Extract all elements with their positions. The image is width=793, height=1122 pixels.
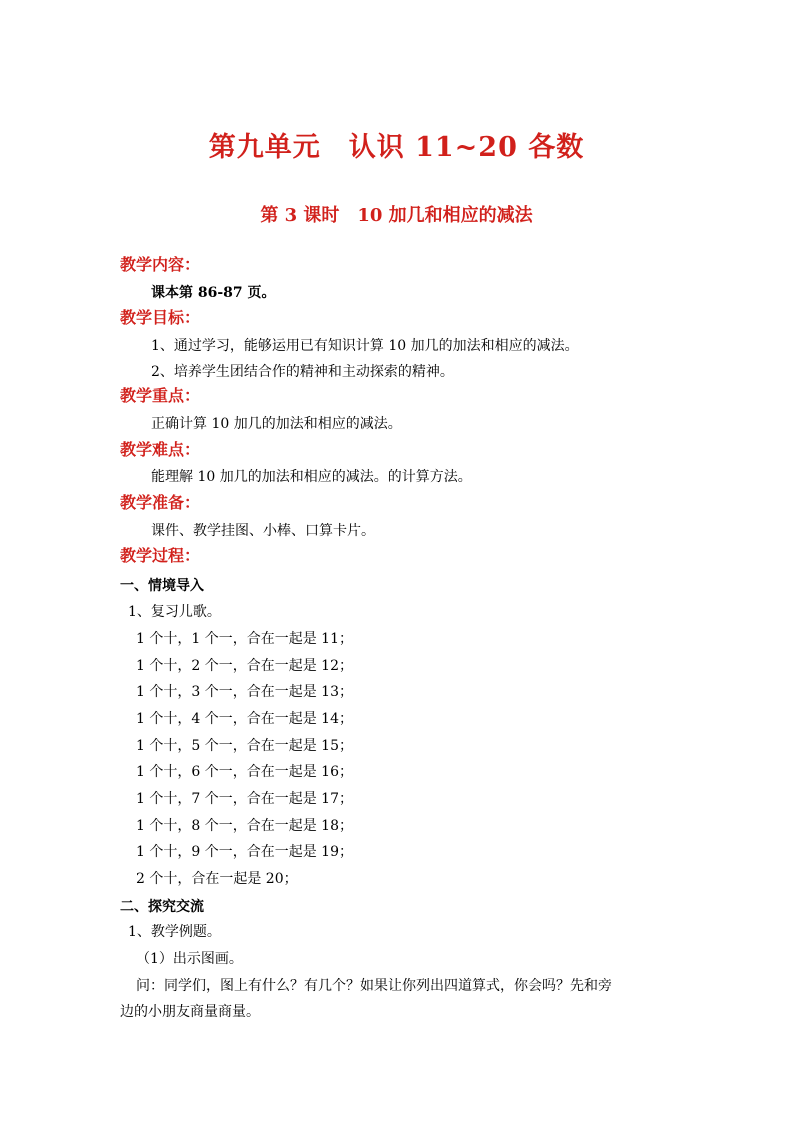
part1-step: 1、复习儿歌。 (128, 604, 221, 620)
heading-key: 教学重点： (120, 386, 201, 405)
heading-difficulty: 教学难点： (120, 440, 201, 459)
rhyme-line: 1 个十，1 个一，合在一起是 11； (136, 631, 353, 647)
goal-item-1: 1、通过学习，能够运用已有知识计算 10 加几的加法和相应的减法。 (151, 338, 579, 354)
part2-sub: （1）出示图画。 (136, 951, 243, 967)
difficulty-text: 能理解 10 加几的加法和相应的减法。的计算方法。 (151, 469, 472, 485)
rhyme-line: 1 个十，6 个一，合在一起是 16； (136, 764, 353, 780)
rhyme-line: 1 个十，3 个一，合在一起是 13； (136, 684, 353, 700)
heading-goals: 教学目标： (120, 308, 201, 327)
heading-process: 教学过程： (120, 546, 201, 565)
heading-content: 教学内容： (120, 255, 201, 274)
page-subtitle: 第 3 课时 10 加几和相应的减法 (260, 205, 533, 226)
rhyme-line: 1 个十，5 个一，合在一起是 15； (136, 738, 353, 754)
rhyme-line: 1 个十，8 个一，合在一起是 18； (136, 818, 353, 834)
rhyme-line: 1 个十，4 个一，合在一起是 14； (136, 711, 353, 727)
key-text: 正确计算 10 加几的加法和相应的减法。 (151, 416, 402, 432)
rhyme-line: 1 个十，9 个一，合在一起是 19； (136, 844, 353, 860)
part2-heading: 二、探究交流 (120, 899, 204, 915)
part2-step: 1、教学例题。 (128, 924, 221, 940)
rhyme-line: 1 个十，2 个一，合在一起是 12； (136, 658, 353, 674)
rhyme-line: 2 个十，合在一起是 20； (136, 871, 298, 887)
goal-item-2: 2、培养学生团结合作的精神和主动探索的精神。 (151, 364, 454, 380)
content-text: 课本第 86-87 页。 (151, 285, 276, 301)
preparation-text: 课件、教学挂图、小棒、口算卡片。 (151, 523, 375, 539)
part1-heading: 一、情境导入 (120, 578, 204, 594)
rhyme-line: 1 个十，7 个一，合在一起是 17； (136, 791, 353, 807)
part2-question-cont: 边的小朋友商量商量。 (120, 1004, 260, 1020)
page-title: 第九单元 认识 11~20 各数 (208, 132, 585, 163)
part2-question: 问：同学们，图上有什么？有几个？如果让你列出四道算式，你会吗？先和旁 (136, 978, 612, 994)
heading-preparation: 教学准备： (120, 493, 201, 512)
